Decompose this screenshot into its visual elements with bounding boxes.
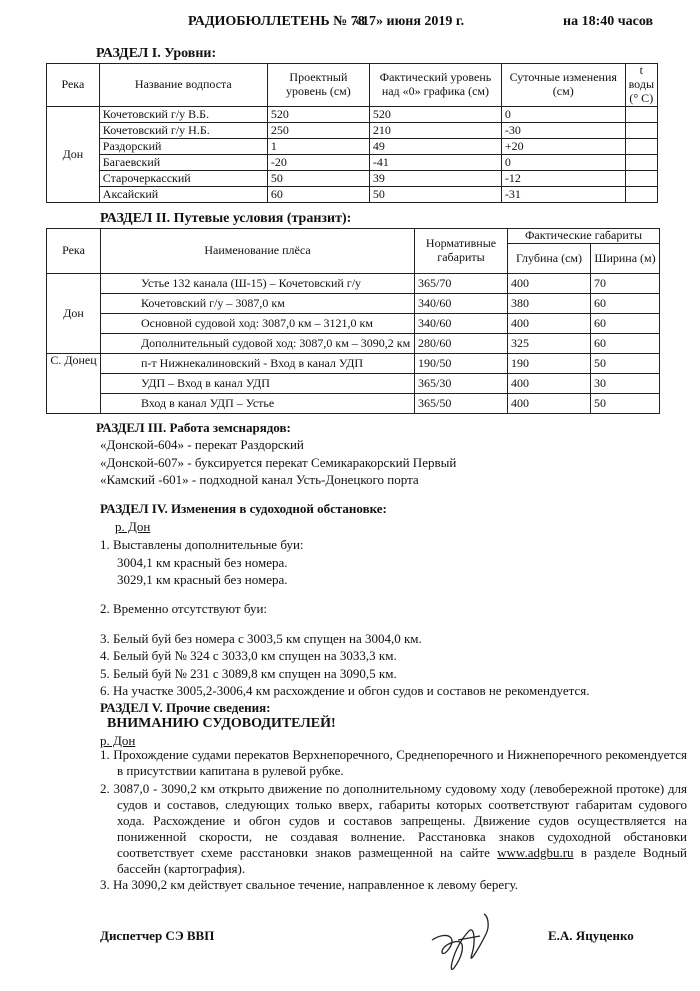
attention-heading: ВНИМАНИЮ СУДОВОДИТЕЛЕЙ! bbox=[107, 716, 336, 731]
signatory-name: Е.А. Яцуценко bbox=[548, 928, 634, 943]
actual-level: 520 bbox=[369, 107, 501, 123]
project-level: 250 bbox=[267, 123, 369, 139]
depth: 400 bbox=[508, 274, 591, 294]
section2-heading: РАЗДЕЛ II. Путевые условия (транзит): bbox=[100, 211, 352, 226]
item2-text-tail: в разделе Водный бассейн (картография). bbox=[117, 845, 688, 876]
table-row bbox=[47, 374, 660, 394]
table-row bbox=[47, 394, 660, 414]
section4-item: 5. Белый буй № 231 с 3089,8 км спущен на 3090,5 км. bbox=[100, 666, 397, 681]
table-row bbox=[47, 171, 658, 187]
daily-change: -31 bbox=[501, 187, 625, 203]
actual-level: -41 bbox=[369, 155, 501, 171]
depth: 325 bbox=[508, 334, 591, 354]
norm-dims: 190/50 bbox=[415, 354, 508, 374]
section4-heading: РАЗДЕЛ IV. Изменения в судоходной обстановке: bbox=[100, 501, 387, 516]
buoy-sub-item: 3004,1 км красный без номера. bbox=[117, 555, 288, 570]
dredger-item: «Донской-607» - буксируется перекат Семикаракорский Первый bbox=[100, 455, 457, 470]
project-level: -20 bbox=[267, 155, 369, 171]
daily-change: -30 bbox=[501, 123, 625, 139]
bulletin-time: на 18:40 часов bbox=[563, 14, 654, 29]
dredger-item: «Камский -601» - подходной канал Усть-Донецкого порта bbox=[100, 472, 419, 487]
actual-level: 49 bbox=[369, 139, 501, 155]
depth: 400 bbox=[508, 374, 591, 394]
transit-table bbox=[46, 228, 660, 414]
depth: 400 bbox=[508, 394, 591, 414]
norm-dims: 365/50 bbox=[415, 394, 508, 414]
depth: 190 bbox=[508, 354, 591, 374]
item2-text: 2. 3087,0 - 3090,2 км открыто движение по дополнительному судовому ходу (левобережной протоке) для судов и составов, следующих только вверх, габариты которых соответствуют габаритам судового хода. Расхождение и обгон судов и составов запрещены. Движение судов осуществляется на пониженной скорости, не создавая волнение. Расстановка знаков судоходной обстановки соответствует схеме расстановки знаков размещенной на сайте bbox=[100, 781, 687, 860]
river-cell: С. Донец bbox=[47, 354, 101, 414]
river-cell: Дон bbox=[47, 107, 100, 203]
table-row bbox=[47, 314, 660, 334]
section4-item: 4. Белый буй № 324 с 3033,0 км спущен на 3033,3 км. bbox=[100, 648, 397, 663]
norm-dims: 280/60 bbox=[415, 334, 508, 354]
post-name: Аксайский bbox=[99, 187, 267, 203]
col-project-level: Проектный уровень (см) bbox=[267, 64, 369, 107]
post-name: Кочетовский г/у Н.Б. bbox=[99, 123, 267, 139]
width: 50 bbox=[591, 354, 660, 374]
section5-item-2 bbox=[100, 781, 687, 877]
project-level: 60 bbox=[267, 187, 369, 203]
table-row bbox=[47, 274, 660, 294]
section5-item-3: 3. На 3090,2 км действует свальное течение, направленное к левому берегу. bbox=[100, 877, 518, 892]
col-actual-level: Фактический уровень над «0» графика (см) bbox=[369, 64, 501, 107]
col-width: Ширина (м) bbox=[591, 244, 660, 274]
signature-icon bbox=[418, 910, 508, 980]
section5-item-1: 1. Прохождение судами перекатов Верхнепоречного, Среднепоречного и Нижнепоречного рекомендуется в присутствии капитана в рулевой рубке. bbox=[100, 747, 687, 778]
section4-item-1: 1. Выставлены дополнительные буи: bbox=[100, 537, 304, 552]
website-link[interactable]: www.adgbu.ru bbox=[497, 845, 574, 860]
col-reach: Наименование плёса bbox=[101, 229, 415, 274]
project-level: 1 bbox=[267, 139, 369, 155]
width: 60 bbox=[591, 314, 660, 334]
table-row bbox=[47, 139, 658, 155]
section4-item: 6. На участке 3005,2-3006,4 км расхождение и обгон судов и составов не рекомендуется. bbox=[100, 683, 590, 698]
reach-name: Основной судовой ход: 3087,0 км – 3121,0 км bbox=[101, 314, 415, 334]
table-row bbox=[47, 354, 660, 374]
daily-change: 0 bbox=[501, 107, 625, 123]
norm-dims: 340/60 bbox=[415, 314, 508, 334]
water-temp bbox=[625, 123, 657, 139]
daily-change: 0 bbox=[501, 155, 625, 171]
table-row bbox=[47, 107, 658, 123]
col-daily-change: Суточные изменения (см) bbox=[501, 64, 625, 107]
col-actual-dims: Фактические габариты bbox=[508, 229, 660, 244]
reach-name: Устье 132 канала (Ш-15) – Кочетовский г/у bbox=[101, 274, 415, 294]
width: 70 bbox=[591, 274, 660, 294]
table-row bbox=[47, 334, 660, 354]
col-depth: Глубина (см) bbox=[508, 244, 591, 274]
depth: 380 bbox=[508, 294, 591, 314]
actual-level: 50 bbox=[369, 187, 501, 203]
table-row bbox=[47, 294, 660, 314]
water-temp bbox=[625, 107, 657, 123]
width: 60 bbox=[591, 334, 660, 354]
norm-dims: 365/30 bbox=[415, 374, 508, 394]
water-temp bbox=[625, 155, 657, 171]
section5-river: р. Дон bbox=[100, 733, 136, 748]
section4-item: 3. Белый буй без номера с 3003,5 км спущен на 3004,0 км. bbox=[100, 631, 422, 646]
section1-heading: РАЗДЕЛ I. Уровни: bbox=[96, 46, 217, 61]
post-name: Раздорский bbox=[99, 139, 267, 155]
norm-dims: 365/70 bbox=[415, 274, 508, 294]
levels-table bbox=[46, 63, 658, 203]
bulletin-date: «17» июня 2019 г. bbox=[355, 14, 465, 29]
buoy-sub-item: 3029,1 км красный без номера. bbox=[117, 572, 288, 587]
col-river: Река bbox=[47, 229, 101, 274]
water-temp bbox=[625, 139, 657, 155]
col-post-name: Название водпоста bbox=[99, 64, 267, 107]
table-row bbox=[47, 123, 658, 139]
reach-name: Вход в канал УДП – Устье bbox=[101, 394, 415, 414]
reach-name: п-т Нижнекалиновский - Вход в канал УДП bbox=[101, 354, 415, 374]
daily-change: +20 bbox=[501, 139, 625, 155]
river-cell: Дон bbox=[47, 274, 101, 354]
col-river: Река bbox=[47, 64, 100, 107]
actual-level: 39 bbox=[369, 171, 501, 187]
section4-item-2: 2. Временно отсутствуют буи: bbox=[100, 601, 268, 616]
project-level: 520 bbox=[267, 107, 369, 123]
daily-change: -12 bbox=[501, 171, 625, 187]
section4-river: р. Дон bbox=[115, 519, 151, 534]
actual-level: 210 bbox=[369, 123, 501, 139]
norm-dims: 340/60 bbox=[415, 294, 508, 314]
width: 30 bbox=[591, 374, 660, 394]
post-name: Кочетовский г/у В.Б. bbox=[99, 107, 267, 123]
reach-name: УДП – Вход в канал УДП bbox=[101, 374, 415, 394]
dredger-item: «Донской-604» - перекат Раздорский bbox=[100, 437, 304, 452]
col-water-temp: t воды (° C) bbox=[625, 64, 657, 107]
col-norm-dims: Нормативные габариты bbox=[415, 229, 508, 274]
water-temp bbox=[625, 187, 657, 203]
project-level: 50 bbox=[267, 171, 369, 187]
width: 50 bbox=[591, 394, 660, 414]
section3-heading: РАЗДЕЛ III. Работа земснарядов: bbox=[96, 420, 291, 435]
bulletin-title: РАДИОБЮЛЛЕТЕНЬ № 78 bbox=[188, 14, 365, 29]
reach-name: Кочетовский г/у – 3087,0 км bbox=[101, 294, 415, 314]
section5-heading: РАЗДЕЛ V. Прочие сведения: bbox=[100, 700, 271, 715]
reach-name: Дополнительный судовой ход: 3087,0 км – 3090,2 км bbox=[101, 334, 415, 354]
post-name: Багаевский bbox=[99, 155, 267, 171]
table-row bbox=[47, 155, 658, 171]
width: 60 bbox=[591, 294, 660, 314]
water-temp bbox=[625, 171, 657, 187]
post-name: Старочеркасский bbox=[99, 171, 267, 187]
dispatcher-title: Диспетчер СЭ ВВП bbox=[100, 928, 215, 943]
depth: 400 bbox=[508, 314, 591, 334]
table-row bbox=[47, 187, 658, 203]
